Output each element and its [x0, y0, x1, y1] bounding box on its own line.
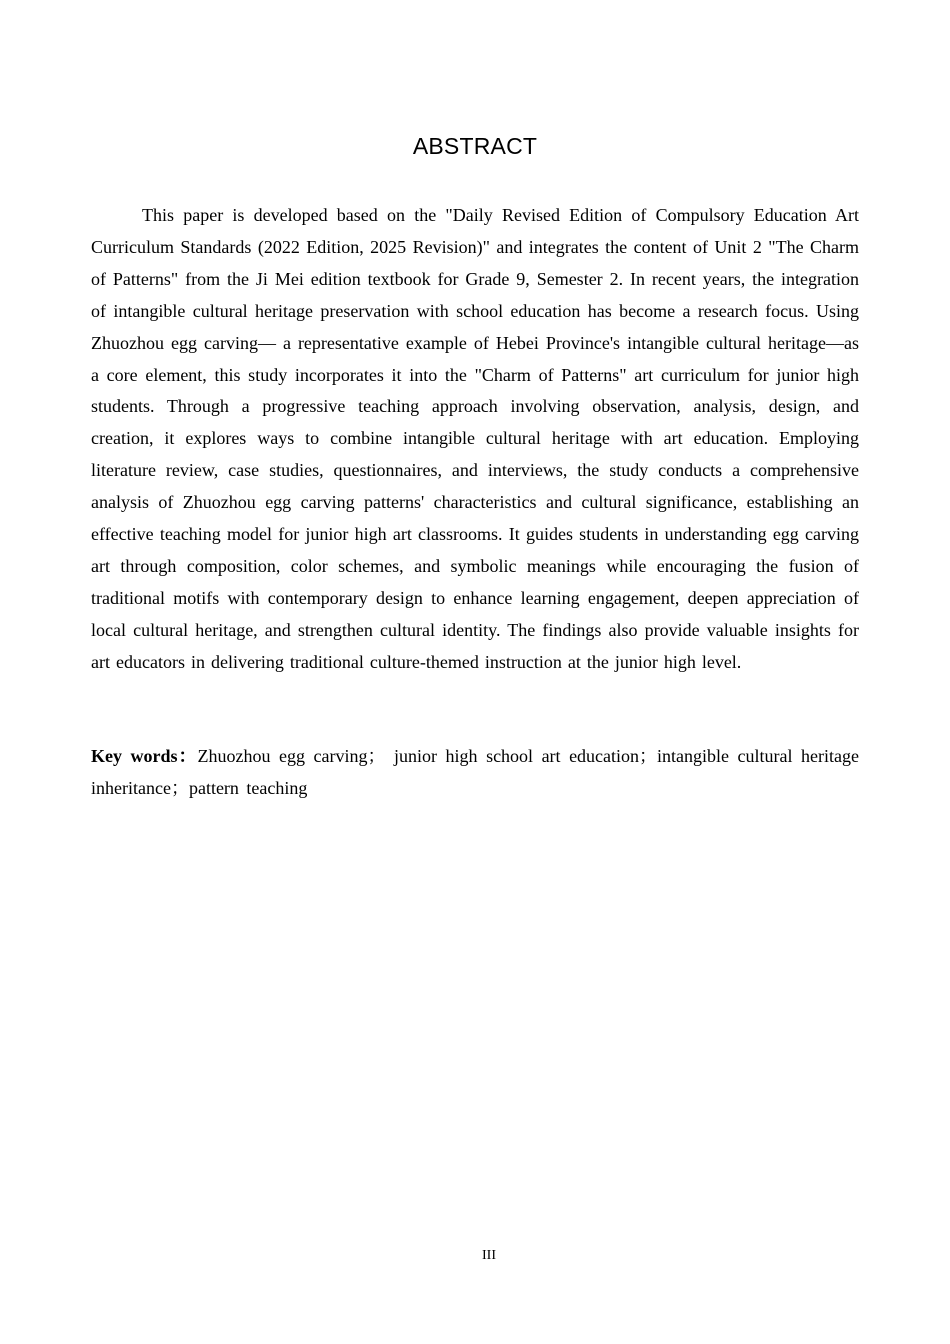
abstract-title: ABSTRACT	[412, 133, 538, 159]
keywords-text: Zhuozhou egg carving； junior high school art education；intangible cultural heritage inheritance；pattern teaching	[91, 746, 859, 798]
keywords-paragraph	[91, 741, 859, 805]
keywords-label: Key words：	[91, 746, 198, 766]
abstract-body: This paper is developed based on the "Daily Revised Edition of Compulsory Education Art Curriculum Standards (2022 Edition, 2025 Revision)" and integrates the content of Unit 2 "The Charm of Patterns" from the Ji Mei edition textbook for Grade 9, Semester 2. In recent years, the integration of intangible cultural heritage preservation with school education has become a research focus. Using Zhuozhou egg carving— a representative example of Hebei Province's intangible cultural heritage—as a core element, this study incorporates it into the "Charm of Patterns" art curriculum for junior high students. Through a progressive teaching approach involving observation, analysis, design, and creation, it explores ways to combine intangible cultural heritage with art education. Employing literature review, case studies, questionnaires, and interviews, the study conducts a comprehensive analysis of Zhuozhou egg carving patterns' characteristics and cultural significance, establishing an effective teaching model for junior high art classrooms. It guides students in understanding egg carving art through composition, color schemes, and symbolic meanings while encouraging the fusion of traditional motifs with contemporary design to enhance learning engagement, deepen appreciation of local cultural heritage, and strengthen cultural identity. The findings also provide valuable insights for art educators in delivering traditional culture-themed instruction at the junior high level.	[91, 205, 859, 672]
page-number: III	[482, 1248, 496, 1263]
